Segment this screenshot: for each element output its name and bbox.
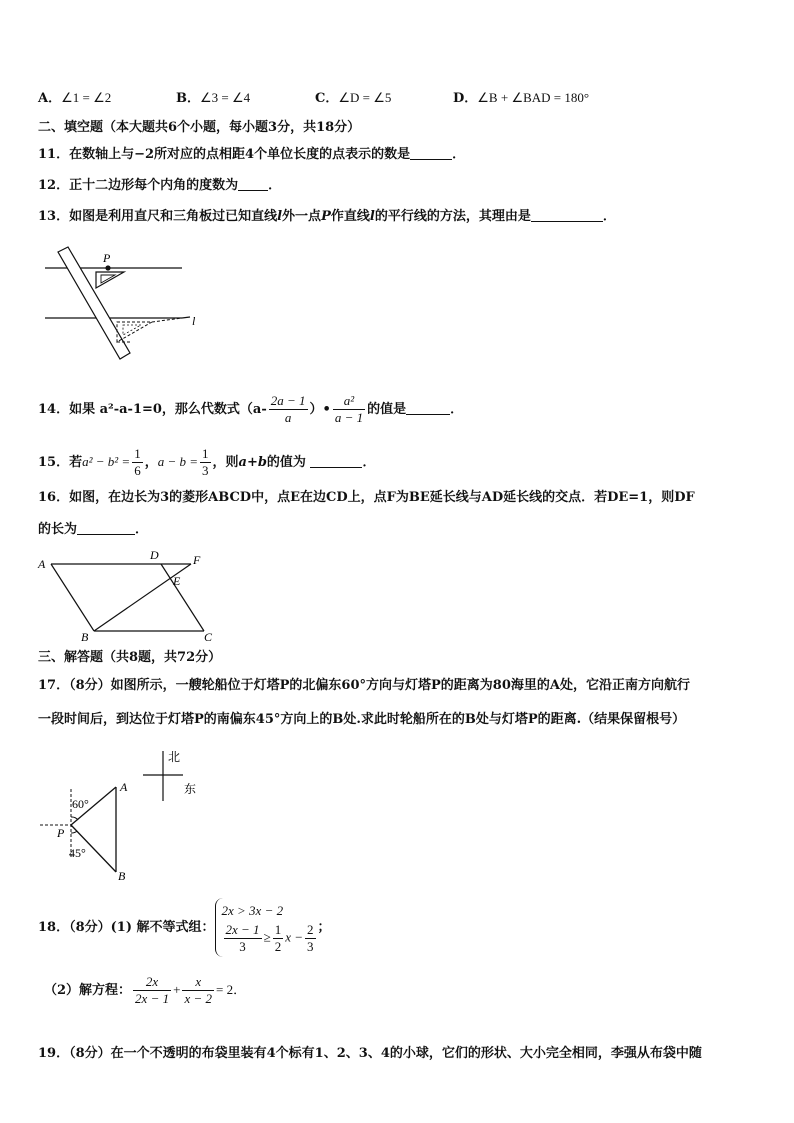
compass-icon	[143, 750, 196, 801]
question-18-part-2: （2）解方程： $\frac{2x}{2x - 1}$ + $\frac{x}{x - 2}$ = 2．	[44, 974, 247, 1006]
label-d: D	[150, 548, 159, 562]
label-a: A	[38, 557, 46, 571]
label-l: l	[192, 314, 196, 328]
question-14: 14．如果 a²-a-1=0，那么代数式（a- $\frac{2a - 1}{a}$ ）• $\frac{\text{a²}}{a - 1}$ 的值是 ．	[38, 393, 464, 425]
section-heading-solutions: 三、解答题（共8题，共72分）	[38, 650, 222, 665]
label-45: 45°	[69, 846, 86, 860]
label-p: P	[57, 826, 65, 840]
question-19: 19．（8分）在一个不透明的布袋里装有4个标有1、2、3、4的小球，它们的形状、大小完全相同，李强从布袋中随	[38, 1046, 702, 1061]
figure-q16-rhombus	[34, 548, 224, 646]
question-16-line-1: 16．如图，在边长为3的菱形ABCD中，点E在边CD上，点F为BE延长线与AD延长线的交点．若DE=1，则DF	[38, 490, 695, 505]
figure-q17-lighthouse	[36, 745, 211, 885]
label-north: 北	[168, 750, 181, 764]
question-11: 11．在数轴上与−2所对应的点相距4个单位长度的点表示的数是 ．	[38, 147, 466, 162]
label-east: 东	[184, 782, 197, 796]
option-b: B．∠3 = ∠4	[176, 90, 251, 106]
question-13: 13．如图是利用直尺和三角板过已知直线l外一点P作直线l的平行线的方法，其理由是 ．	[38, 209, 616, 224]
option-d: D．∠B + ∠BAD = 180°	[453, 90, 590, 106]
label-a: A	[120, 780, 128, 794]
figure-q13-ruler-triangle	[40, 245, 210, 365]
question-17-line-2: 一段时间后，到达位于灯塔P的南偏东45°方向上的B处.求此时轮船所在的B处与灯塔P的距离.（结果保留根号）	[38, 712, 686, 727]
label-60: 60°	[72, 797, 89, 811]
question-15: 15．若a² − b² = $\frac{1}{6}$ ，a − b = $\frac{1}{3}$ ，则a+b的值为 ．	[38, 446, 376, 478]
label-b: B	[118, 869, 126, 883]
label-c: C	[204, 630, 213, 644]
label-e: E	[173, 574, 181, 588]
section-heading-fill-in: 二、填空题（本大题共6个小题，每小题3分，共18分）	[38, 120, 361, 135]
label-b: B	[81, 630, 89, 644]
question-17-line-1: 17．（8分）如图所示，一艘轮船位于灯塔P的北偏东60°方向与灯塔P的距离为80海里的A处，它沿正南方向航行	[38, 678, 690, 693]
option-a: A．∠1 = ∠2	[38, 90, 112, 106]
question-18-part-1: 18．（8分）(1) 解不等式组： 2x > 3x − 2 $\frac{2x - 1}{3}$ ≥ $\frac{1}{2}$ x − $\frac{2}{3}$ ；	[38, 895, 331, 961]
inequality-system: 2x > 3x − 2 $\frac{2x - 1}{3}$ ≥ $\frac{1}{2}$ x − $\frac{2}{3}$	[215, 898, 318, 957]
label-f: F	[193, 553, 201, 567]
label-p: P	[103, 251, 111, 265]
question-12: 12．正十二边形每个内角的度数为 ．	[38, 178, 282, 193]
question-16-line-2: 的长为 ．	[38, 522, 149, 537]
option-c: C．∠D = ∠5	[315, 90, 392, 106]
